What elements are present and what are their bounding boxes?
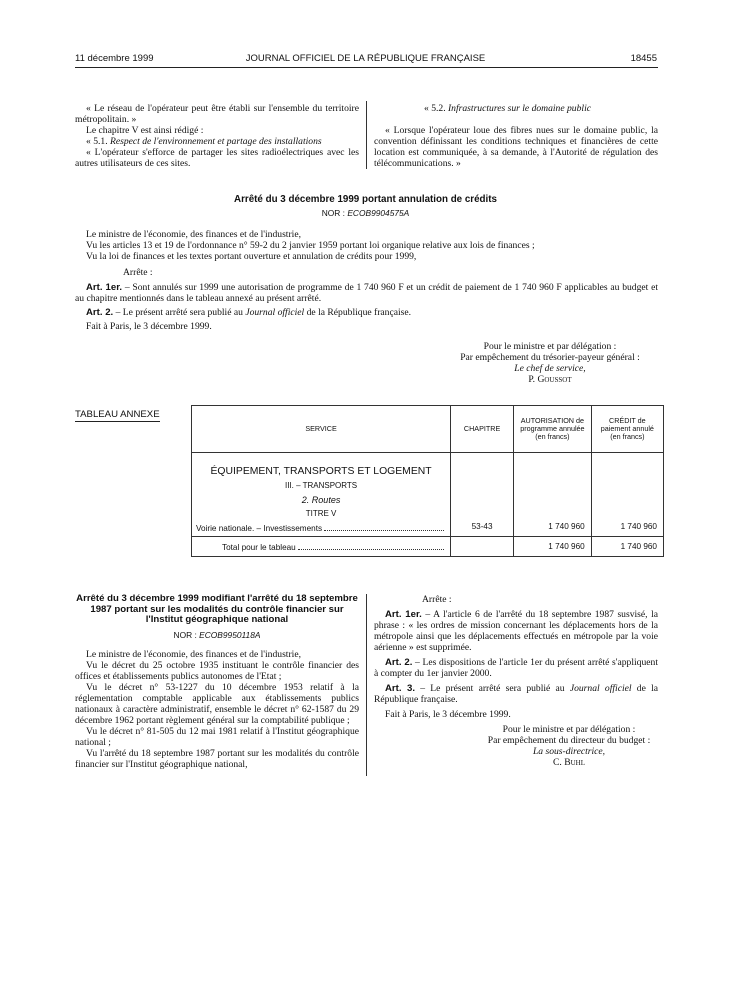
top-left-paragraph-2: Le chapitre V est ainsi rédigé : [86,125,204,136]
arrete2-fait: Fait à Paris, le 3 décembre 1999. [385,709,511,720]
arrete2-signature-line-2: Par empêchement du directeur du budget : [487,735,651,746]
arrete2-line-2: Vu le décret du 25 octobre 1935 instituant le contrôle financier des offices et établissements publics autonomes de l'Etat ; [75,659,359,682]
arrete1-article-2: Art. 2. – Le présent arrêté sera publié au Journal officiel de la République française. [86,307,412,318]
col-autorisation-header: AUTORISATION de programme annulée (en francs) [514,406,592,453]
section-sub-2: 2. Routes [301,495,341,505]
arrete1-line-2: Vu les articles 13 et 19 de l'ordonnance n° 59-2 du 2 janvier 1959 portant loi organique relative aux lois de finances ; [86,240,535,251]
arrete2-article-1: Art. 1er. – A l'article 6 de l'arrêté du 18 septembre 1987 susvisé, la phrase : « les ordres de mission concernant les déplacements hors de la métropole ainsi que les déplacements effectués en métropole par la voie aérienne » est supprimée. [374,609,658,653]
column-divider-lower [366,594,367,776]
top-left-paragraph-3: « 5.1. Respect de l'environnement et partage des installations [86,136,322,147]
top-left-paragraph-1: « Le réseau de l'opérateur peut être établi sur l'ensemble du territoire métropolitain. » [75,103,359,125]
arrete1-fait: Fait à Paris, le 3 décembre 1999. [86,321,212,332]
autorisation-cell [514,453,592,537]
credit-value: 1 740 960 [620,522,657,531]
arrete1-body [75,229,658,332]
annex-table-header-row [192,406,664,453]
top-right-paragraph: « Lorsque l'opérateur loue des fibres nues sur le domaine public, la convention définissant les conditions techniques et financières de cette location est communiquée, à sa demande, à l'Autorité de régulation des télécommunications. » [374,125,658,169]
col-service-header: SERVICE [192,406,451,453]
section-sub-1: III. – TRANSPORTS [284,481,358,490]
arrete2-signature-line-3: La sous-directrice, [532,746,606,757]
arrete1-line-3: Vu la loi de finances et les textes portant ouverture et annulation de crédits pour 1999, [86,251,417,262]
arrete2-line-3: Vu le décret n° 53-1227 du 10 décembre 1953 relatif à la réglementation comptable applicable aux établissements publics nationaux à caractère administratif, ensemble le décret n° 62-1587 du 29 décembre 1962 portant règlement général sur la comptabilité publique ; [75,681,359,726]
voirie-label: Voirie nationale. – Investissements [196,524,323,533]
annex-table-body-row [192,453,664,537]
arrete1-arrete: Arrête : [123,267,153,278]
header-page-number: 18455 [630,53,657,64]
top-left-column [75,103,359,169]
col-credit-header: CRÉDIT de paiement annulé (en francs) [591,406,663,453]
arrete2-signature-name: C. Buhl [553,757,585,768]
total-credit-value: 1 740 960 [620,542,657,551]
total-label-cell [192,537,451,557]
voirie-row [192,521,450,536]
top-left-paragraph-4: « L'opérateur s'efforce de partager les sites radioélectriques avec les autres utilisateurs de ces sites. [75,147,359,169]
arrete1-signature-line-2: Par empêchement du trésorier-payeur général : [460,352,640,363]
annex-table [191,405,664,557]
chapitre-value: 53-43 [471,522,493,531]
arrete1-signature-line-3: Le chef de service, [514,363,586,374]
total-autorisation-value: 1 740 960 [548,542,585,551]
chapitre-cell [451,453,514,537]
total-label: Total pour le tableau [222,543,296,552]
service-cell [192,453,451,537]
arrete2-signature [474,724,664,768]
tableau-annexe-label: TABLEAU ANNEXE [75,409,160,420]
arrete2-arrete: Arrête : [422,594,452,605]
arrete2-line-5: Vu l'arrêté du 18 septembre 1987 portant sur les modalités du contrôle financier sur l'Institut géographique national, [75,747,359,770]
arrete1-signature-line-1: Pour le ministre et par délégation : [483,341,617,352]
arrete2-article-2: Art. 2. – Les dispositions de l'article 1er du présent arrêté s'appliquent à compter du 1er janvier 2000. [374,657,658,679]
header-date: 11 décembre 1999 [75,53,154,64]
arrete2-right-column [374,594,658,768]
column-divider [366,101,367,169]
header-journal-title: JOURNAL OFFICIEL DE LA RÉPUBLIQUE FRANÇAISE [245,53,486,64]
arrete1-signature-name: P. Goussot [528,374,572,385]
top-right-subheading: « 5.2. Infrastructures sur le domaine public [424,103,591,114]
arrete1-article-1: Art. 1er. – Sont annulés sur 1999 une autorisation de programme de 1 740 960 F et un crédit de paiement de 1 740 960 F applicables au budget et au chapitre mentionnés dans le tableau annexé au présent arrêté. [75,282,658,304]
arrete1-nor: NOR : ECOB9904575A [321,208,410,218]
arrete2-left-column [75,594,359,770]
header-rule [75,67,658,68]
section-sub-3: TITRE V [305,509,337,518]
arrete1-title: Arrêté du 3 décembre 1999 portant annulation de crédits [234,194,497,205]
top-right-column [374,103,658,169]
total-chapitre-cell [451,537,514,557]
arrete2-article-3: Art. 3. – Le présent arrêté sera publié au Journal officiel de la République française. [374,683,658,705]
arrete2-line-1: Le ministre de l'économie, des finances et de l'industrie, [86,648,301,660]
section-title: ÉQUIPEMENT, TRANSPORTS ET LOGEMENT [210,466,432,477]
arrete2-signature-line-1: Pour le ministre et par délégation : [502,724,636,735]
arrete2-nor: NOR : ECOB9950118A [173,629,261,640]
annex-table-total-row [192,537,664,557]
total-autorisation-cell [514,537,592,557]
credit-cell [591,453,663,537]
arrete1-line-1: Le ministre de l'économie, des finances et de l'industrie, [86,229,301,240]
arrete1-signature [440,341,660,385]
total-credit-cell [591,537,663,557]
col-chapitre-header: CHAPITRE [451,406,514,453]
arrete2-line-4: Vu le décret n° 81-505 du 12 mai 1981 relatif à l'Institut géographique national ; [75,725,359,748]
arrete2-title: Arrêté du 3 décembre 1999 modifiant l'arrêté du 18 septembre 1987 portant sur les modalités du contrôle financier sur l'Institut géographique national [76,593,358,625]
autorisation-value: 1 740 960 [548,522,585,531]
